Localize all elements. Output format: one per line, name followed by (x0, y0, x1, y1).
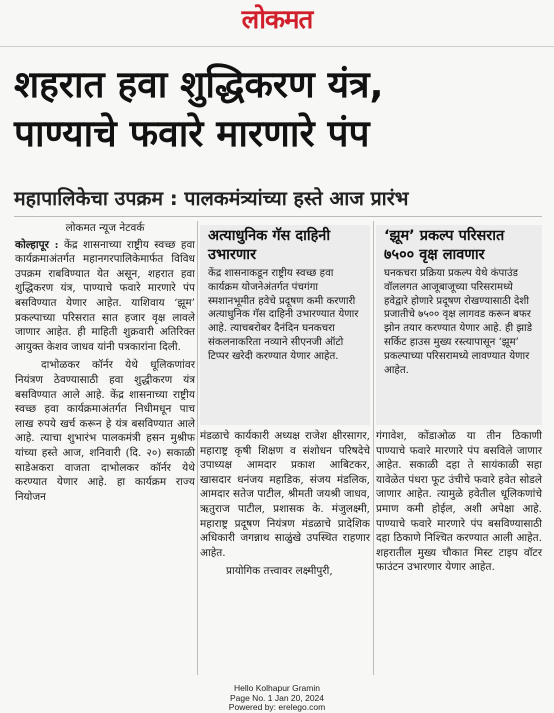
paragraph-1-text: केंद्र शासनाच्या राष्ट्रीय स्वच्छ हवा कार्यक्रमाअंतर्गत महानगरपालिकेमार्फत विविध उपक्रम राबविण्यात येत असून, शहरात हवा शुद्धिकरण यंत्र, पाण्याचे फवारे मारणारे पंप बसविण्यात येणार आहेत. याशिवाय ‘झूम’ प्रकल्पाच्या परिसरात सात हजार वृक्ष लावले जाणार आहेत. ही माहिती शुक्रवारी अतिरिक्त आयुक्त केशव जाधव यांनी पत्रकारांना दिली. (15, 238, 195, 353)
sidebox-2-body: घनकचरा प्रक्रिया प्रकल्प येथे कंपाउंड वॉललगत आजूबाजूच्या परिसरामध्ये हवेद्वारे होणारे प्रदूषण रोखण्यासाठी देशी प्रजातीचे ७५०० वृक्ष लागवड करून बफर झोन तयार करण्यात येणार आहे. ही झाडे सर्किट हाउस मुख्य रस्त्यापासून ‘झूम’ प्रकल्पाच्या परिसरामध्ये लावण्यात येणार आहेत. (384, 268, 533, 376)
subhead-divider (14, 216, 542, 217)
page-footer (0, 684, 554, 713)
footer-powered-by: Powered by: erelego.com (228, 702, 326, 712)
paragraph-3: मंडळाचे कार्यकारी अध्यक्ष राजेश क्षीरसागर, महाराष्ट्र कृषी शिक्षण व संशोधन परिषदेचे उपाध्यक्ष आमदार प्रकाश आबिटकर, खासदार धनंजय महाडिक, संजय मंडलिक, आमदार सतेज पाटील, श्रीमती जयश्री जाधव, ऋतुराज पाटील, प्रशासक के. मंजुलक्ष्मी, महाराष्ट्र प्रदूषण नियंत्रण मंडळाचे प्रादेशिक अधिकारी जगन्नाथ साळुंखे उपस्थित राहणार आहेत. (200, 430, 370, 559)
masthead (0, 0, 554, 47)
paragraph-4: प्रायोगिक तत्त्वावर लक्ष्मीपुरी, (226, 565, 333, 578)
byline: लोकमत न्यूज नेटवर्क (65, 222, 145, 234)
paragraph-2: दाभोळकर कॉर्नर येथे धूलिकणांवर नियंत्रण ठेवण्यासाठी हवा शुद्धीकरण यंत्र बसविण्यात आले आहे. केंद्र शासनाच्या राष्ट्रीय स्वच्छ हवा कार्यक्रमाअंतर्गत निधीमधून पाच लाख रुपये खर्च करून हे यंत्र बसविण्यात आले आहे. त्याचा शुभारंभ पालकमंत्री हसन मुश्रीफ यांच्या हस्ते आज, शनिवारी (दि. २०) सकाळी साडेअकरा वाजता दाभोलकर कॉर्नर येथे करण्यात येणार आहे. हा कार्यक्रम राज्य नियोजन (15, 359, 195, 503)
column-divider-1 (197, 221, 198, 675)
headline (14, 60, 542, 158)
sidebox-1-body: केंद्र शासनाकडून राष्ट्रीय स्वच्छ हवा कार्यक्रम योजनेअंतर्गत पंचगंगा स्मशानभूमीत हवेचे प्रदूषण कमी करणारी अत्याधुनिक गॅस दाहिनी उभारण्यात येणार आहे. त्याचबरोबर दैनंदिन घनकचरा संकलनाकरिता नव्याने सीएनजी ऑटो टिप्पर खरेदी करण्यात येणार आहेत. (208, 268, 359, 362)
article-column-3 (376, 429, 542, 575)
dateline: कोल्हापूर : (15, 238, 59, 251)
paragraph-1 (15, 238, 195, 355)
newspaper-logo: लोकमत (241, 5, 313, 35)
sidebox-2-heading: ‘झूम’ प्रकल्प परिसरात ७५०० वृक्ष लावणार (384, 228, 505, 263)
sidebox-gas-crematorium (200, 225, 370, 425)
subheadline: महापालिकेचा उपक्रम : पालकमंत्र्यांच्या हस्ते आज प्रारंभ (14, 187, 409, 210)
article-column-1 (15, 221, 195, 504)
paragraph-5: गंगावेश, कोंडाओळ या तीन ठिकाणी पाण्याचे फवारे मारणारे पंप बसविले जाणार आहेत. सकाळी दहा ते सायंकाळी सहा यावेळेत पंधरा फूट उंचीचे फवारे हवेत सोडले जाणार आहेत. त्यामुळे हवेतील धूलिकणांचे प्रमाण कमी होईल, अशी अपेक्षा आहे. पाण्याचे फवारे मारणारे पंप बसविण्यासाठी दहा ठिकाणे निश्चित करण्यात आली आहेत. शहरातील मुख्य चौकात मिस्ट टाइप वॉटर फाउंटन उभारणार येणार आहेत. (376, 430, 542, 574)
footer-edition: Hello Kolhapur Gramin (234, 683, 320, 693)
headline-line-2: पाण्याचे फवारे मारणारे पंप (14, 112, 370, 155)
footer-page-date: Page No. 1 Jan 20, 2024 (229, 692, 325, 703)
article-column-2 (200, 429, 370, 579)
headline-line-1: शहरात हवा शुद्धिकरण यंत्र, (14, 63, 384, 106)
sidebox-zoom-trees (376, 225, 542, 425)
column-divider-2 (373, 221, 374, 675)
sidebox-1-heading: अत्याधुनिक गॅस दाहिनी उभारणार (208, 228, 331, 263)
